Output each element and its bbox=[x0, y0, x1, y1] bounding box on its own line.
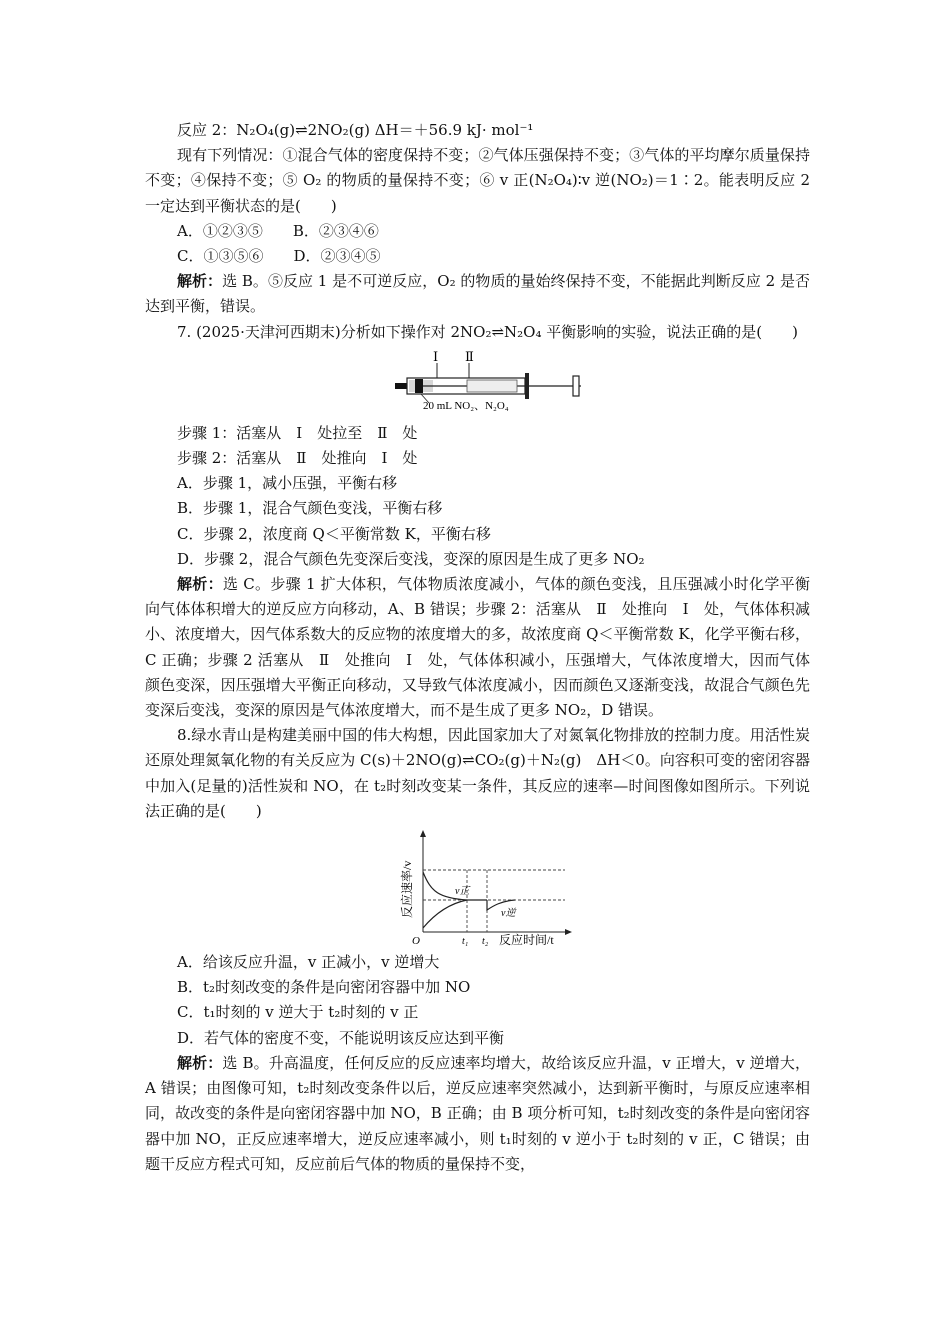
syringe-tip bbox=[395, 383, 407, 389]
graph-y-label: 反应速率/v bbox=[400, 860, 414, 919]
q8-analysis-text: 选 B。升高温度，任何反应的反应速率均增大，故给该反应升温，v 正增大，v 逆增大，A 错误；由图像可知，t₂时刻改变条件以后，逆反应速率突然减小，达到新平衡时，与原反应速率相同，故改变的条件是向密闭容器中加 NO，B 正确；由 B 项分析可知，t₂时刻改变的条件是向密闭容器中加 NO，正反应速率增大，逆反应速率减小，则 t₁时刻的 v 逆小于 t₂时刻的 v 正，C 错误；由题干反应方程式可知，反应前后气体的物质的量保持不变， bbox=[145, 1053, 810, 1173]
document-page bbox=[145, 118, 810, 1177]
q7-option-c: C．步骤 2，浓度商 Q＜平衡常数 K，平衡右移 bbox=[177, 524, 491, 543]
q8-stem: 8.绿水青山是构建美丽中国的伟大构想，因此国家加大了对氮氧化物排放的控制力度。用活性炭还原处理氮氧化物的有关反应为 C(s)＋2NO(g)⇌CO₂(g)＋N₂(g) ΔH＜0。向容积可变的密闭容器中加入(足量的)活性炭和 NO，在 t₂时刻改变某一条件，其反应的速率—时间图像如图所示。下列说法正确的是( ) bbox=[145, 726, 810, 820]
q7-step-1: 步骤 1：活塞从 Ⅰ 处拉至 Ⅱ 处 bbox=[177, 423, 418, 442]
q8-option-a: A．给该反应升温，v 正减小，v 逆增大 bbox=[177, 953, 440, 972]
q8-option-d: D．若气体的密度不变，不能说明该反应达到平衡 bbox=[177, 1028, 505, 1047]
q7-analysis bbox=[145, 572, 810, 723]
graph-v-forward-label: v正 bbox=[455, 886, 470, 898]
graph-origin: O bbox=[412, 935, 420, 948]
q6-options-cd: C．①③⑤⑥ D．②③④⑤ bbox=[177, 247, 381, 266]
q7-analysis-label: 解析： bbox=[177, 575, 223, 594]
q6-analysis-label: 解析： bbox=[177, 272, 223, 291]
q6-analysis bbox=[145, 269, 810, 319]
reaction-2-equation: 反应 2：N₂O₄(g)⇌2NO₂(g) ΔH＝＋56.9 kJ· mol⁻¹ bbox=[177, 121, 534, 139]
q8-option-b: B．t₂时刻改变的条件是向密闭容器中加 NO bbox=[177, 978, 471, 997]
syringe-flange bbox=[525, 373, 529, 399]
q8-analysis bbox=[145, 1051, 810, 1177]
q7-analysis-text: 选 C。步骤 1 扩大体积，气体物质浓度减小，气体的颜色变浅，且压强减小时化学平衡向气体体积增大的逆反应方向移动，A、B 错误；步骤 2：活塞从 Ⅱ 处推向 Ⅰ 处，气体体积减小、浓度增大，因气体系数大的反应物的浓度增大的多，故浓度商 Q＜平衡常数 K，化学平衡右移，C 正确；步骤 2 活塞从 Ⅱ 处推向 Ⅰ 处，气体体积减小，压强增大，气体浓度增大，因而气体颜色变深，因压强增大平衡正向移动，又导致气体浓度减小，因而颜色又逐渐变浅，故混合气颜色先变深后变浅，变深的原因是气体浓度增大，而不是生成了更多 NO₂，D 错误。 bbox=[145, 575, 810, 720]
rate-time-graph bbox=[400, 828, 583, 948]
q7-step-2: 步骤 2：活塞从 Ⅱ 处推向 Ⅰ 处 bbox=[177, 449, 418, 468]
syringe-caption: 20 mL NO₂、N₂O₄ bbox=[423, 399, 509, 412]
q8-option-c: C．t₁时刻的 v 逆大于 t₂时刻的 v 正 bbox=[177, 1003, 419, 1022]
graph-t1-label: t₁ bbox=[462, 936, 469, 948]
syringe-figure bbox=[393, 348, 583, 412]
graph-v-reverse-label: v逆 bbox=[501, 908, 516, 920]
q6-analysis-text: 选 B。⑤反应 1 是不可逆反应，O₂ 的物质的量始终保持不变，不能据此判断反应 2 是否达到平衡，错误。 bbox=[145, 272, 810, 316]
q7-option-d: D．步骤 2，混合气颜色先变深后变浅，变深的原因是生成了更多 NO₂ bbox=[177, 549, 645, 568]
syringe-thumb-rest bbox=[573, 376, 579, 396]
graph-reverse-curve bbox=[423, 900, 467, 928]
syringe-mark-i: Ⅰ bbox=[433, 348, 439, 364]
syringe-piston bbox=[415, 379, 423, 393]
q8-analysis-label: 解析： bbox=[177, 1053, 223, 1072]
q7-stem: 7. (2025·天津河西期末)分析如下操作对 2NO₂⇌N₂O₄ 平衡影响的实验，说法正确的是( ) bbox=[177, 322, 798, 341]
q6-options-ab: A．①②③⑤ B．②③④⑥ bbox=[177, 221, 379, 240]
graph-t2-label: t₂ bbox=[482, 936, 489, 948]
q7-option-a: A．步骤 1，减小压强，平衡右移 bbox=[177, 474, 398, 493]
graph-x-arrow bbox=[565, 929, 572, 935]
q6-stem: 现有下列情况：①混合气体的密度保持不变；②气体压强保持不变；③气体的平均摩尔质量保持不变；④保持不变；⑤ O₂ 的物质的量保持不变；⑥ v 正(N₂O₄)∶v 逆(NO₂)＝1∶2。能表明反应 2 一定达到平衡状态的是( ) bbox=[145, 146, 810, 215]
graph-y-arrow bbox=[420, 830, 426, 837]
syringe-plunger-body bbox=[467, 380, 517, 392]
syringe-mark-ii: Ⅱ bbox=[465, 348, 474, 364]
q7-option-b: B．步骤 1，混合气颜色变浅，平衡右移 bbox=[177, 499, 443, 518]
graph-x-label: 反应时间/t bbox=[499, 933, 554, 948]
